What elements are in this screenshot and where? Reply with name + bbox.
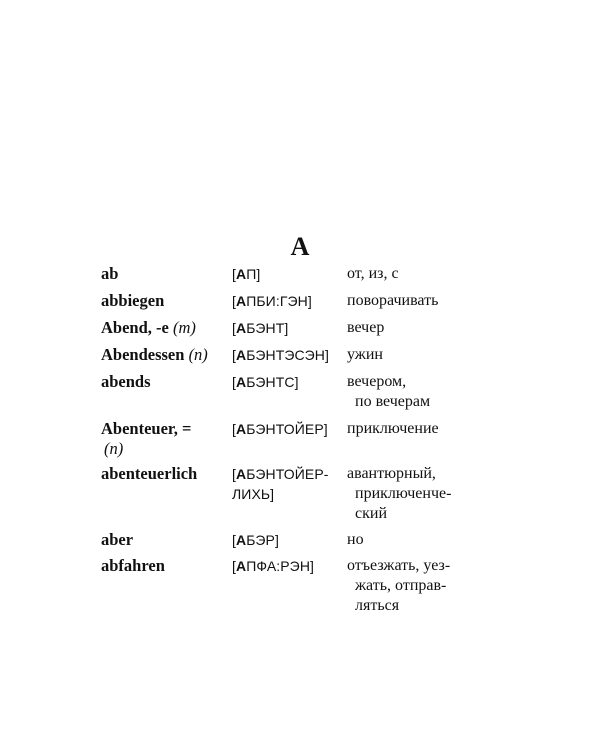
entry-transcription: [АБЭНТЭСЭН] — [232, 347, 329, 363]
section-letter: А — [290, 232, 310, 261]
entry-gender: (m) — [172, 318, 196, 337]
entry-meaning: вечер — [347, 319, 385, 336]
entry-transcription: [АБЭНТОЙЕР] — [232, 421, 328, 437]
entry-word: abbiegen — [101, 291, 165, 310]
entry-meaning: приключение — [347, 420, 439, 437]
entry-word: abenteuerlich — [101, 464, 198, 483]
entry-word: Abendessen (n) — [101, 345, 208, 364]
entry-gender: (n) — [188, 345, 208, 364]
entry-meaning: отъезжать, уез- жать, отправ- ляться — [347, 557, 451, 614]
entry-transcription: [АБЭР] — [232, 532, 279, 548]
entry-word: abfahren — [101, 556, 165, 575]
entry-meaning: но — [347, 531, 364, 548]
entry-word: ab — [101, 264, 119, 283]
entry-transcription: [АБЭНТОЙЕР- ЛИХЬ] — [232, 466, 329, 502]
entry-transcription: [АПФА:РЭН] — [232, 558, 315, 574]
entry-gender: (n) — [104, 439, 124, 458]
entry-meaning: ужин — [347, 346, 383, 363]
entry-word: Abenteuer, = (n) — [101, 419, 192, 458]
entry-word: Abend, -e (m) — [101, 318, 196, 337]
entry-transcription: [АБЭНТ] — [232, 320, 289, 336]
entry-meaning: авантюрный, приключенче- ский — [347, 465, 452, 522]
entry-transcription: [АПБИ:ГЭН] — [232, 293, 312, 309]
entry-meaning: от, из, с — [347, 265, 399, 282]
entry-transcription: [АБЭНТС] — [232, 374, 299, 390]
entry-meaning: вечером, по вечерам — [347, 373, 431, 410]
entry-meaning: поворачивать — [347, 292, 439, 309]
entry-transcription: [АП] — [232, 266, 261, 282]
entry-word: aber — [101, 530, 134, 549]
entry-word: abends — [101, 372, 151, 391]
